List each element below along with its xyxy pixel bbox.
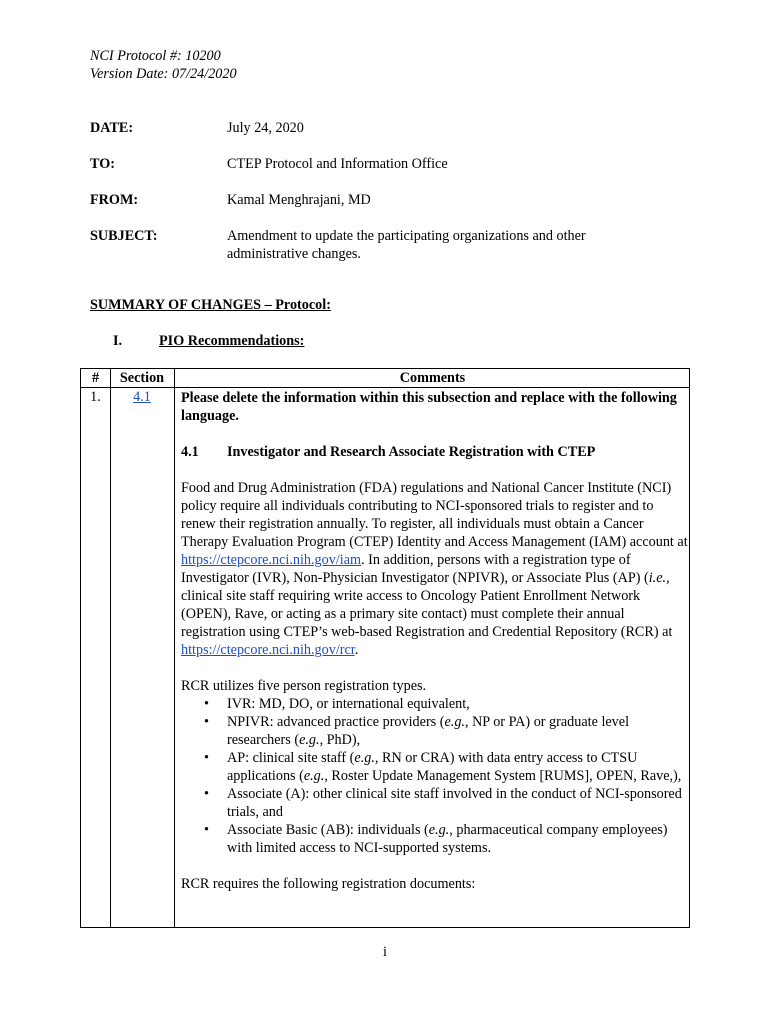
bullet-icon: • — [204, 786, 209, 802]
to-label: TO: — [90, 156, 115, 172]
to-value: CTEP Protocol and Information Office — [227, 156, 448, 172]
header-num: # — [91, 370, 100, 386]
para-text: . — [354, 642, 359, 658]
bullet-icon: • — [204, 714, 209, 730]
registration-paragraph — [181, 479, 689, 659]
pio-numeral: I. — [113, 333, 123, 349]
subsection-heading — [181, 443, 689, 461]
subsection-title: Investigator and Research Associate Registration with CTEP — [227, 444, 596, 460]
changes-table — [80, 368, 690, 928]
list-item-text: e.g. — [444, 714, 465, 730]
list-item-text: e.g. — [428, 822, 450, 838]
header-comments: Comments — [399, 370, 466, 386]
para-text: Food and Drug Administration (FDA) regulations and National Cancer Institute (NCI) policy require all individuals contributing to NCI-sponsored trials to register and to renew their registration annually. To register, all individuals must obtain a Cancer Therapy Evaluation Program (CTEP) Identity and Access Management (IAM) account at — [181, 480, 688, 550]
list-item — [181, 821, 689, 857]
table-divider — [81, 387, 689, 388]
table-divider — [174, 369, 175, 927]
section-link[interactable]: 4.1 — [133, 389, 151, 405]
list-item — [181, 713, 689, 749]
subject-label: SUBJECT: — [90, 228, 158, 244]
summary-heading: SUMMARY OF CHANGES – Protocol: — [90, 297, 331, 313]
bullet-icon: • — [204, 750, 209, 766]
pio-heading: PIO Recommendations: — [159, 333, 305, 349]
para-text: . In addition, persons with a registration type of Investigator (IVR), Non-Physician Investigator (NPIVR), or Associate Plus (AP) ( — [181, 552, 649, 586]
version-date: Version Date: 07/24/2020 — [90, 66, 237, 82]
para-text: , clinical site staff requiring write access to Oncology Patient Enrollment Network (OPEN), Rave, or acting as a primary site contact) must complete their annual registration using CTEP’s web-based Registration and Credential Repository (RCR) at — [181, 570, 673, 640]
instruction-text: Please delete the information within this subsection and replace with the following language. — [181, 390, 677, 424]
rcr-link[interactable]: https://ctepcore.nci.nih.gov/rcr — [181, 642, 355, 658]
subsection-number: 4.1 — [181, 444, 199, 460]
comments-cell — [181, 389, 689, 893]
from-label: FROM: — [90, 192, 139, 208]
header-section: Section — [119, 370, 165, 386]
list-item-text: Associate Basic (AB): individuals ( — [227, 822, 429, 838]
date-value: July 24, 2020 — [227, 120, 304, 136]
list-item-text: AP: clinical site staff ( — [227, 750, 355, 766]
list-item-text: NPIVR: advanced practice providers ( — [227, 714, 445, 730]
list-item-text: , Roster Update Management System [RUMS], OPEN, Rave,), — [324, 768, 682, 784]
list-item-text: Associate (A): other clinical site staff involved in the conduct of NCI-sponsored trials, and — [227, 786, 682, 820]
list-item-text: e.g. — [299, 732, 320, 748]
subject-value: Amendment to update the participating organizations and other administrative changes. — [227, 228, 586, 262]
date-label: DATE: — [90, 120, 134, 136]
registration-types-list — [181, 695, 689, 857]
bullet-icon: • — [204, 696, 209, 712]
from-value: Kamal Menghrajani, MD — [227, 192, 371, 208]
running-header — [90, 47, 237, 83]
list-item — [181, 749, 689, 785]
bullet-icon: • — [204, 822, 209, 838]
list-item-text: , NP or PA) or graduate level researchers ( — [227, 714, 630, 748]
page-number: i — [383, 944, 387, 960]
rcr-requires: RCR requires the following registration documents: — [181, 876, 476, 892]
list-item-text: IVR: MD, DO, or international equivalent, — [227, 696, 470, 712]
protocol-number: NCI Protocol #: 10200 — [90, 48, 221, 64]
list-item-text: , PhD), — [319, 732, 361, 748]
list-item-text: e.g. — [303, 768, 325, 784]
para-text: i.e. — [648, 570, 667, 586]
row-number: 1. — [90, 389, 101, 405]
list-item-text: , pharmaceutical company employees) with limited access to NCI-supported systems. — [227, 822, 668, 856]
list-item — [181, 695, 689, 713]
rcr-intro: RCR utilizes five person registration types. — [181, 678, 427, 694]
iam-link[interactable]: https://ctepcore.nci.nih.gov/iam — [181, 552, 362, 568]
list-item — [181, 785, 689, 821]
list-item-text: , RN or CRA) with data entry access to CTSU applications ( — [227, 750, 638, 784]
list-item-text: e.g. — [354, 750, 375, 766]
table-divider — [110, 369, 111, 927]
